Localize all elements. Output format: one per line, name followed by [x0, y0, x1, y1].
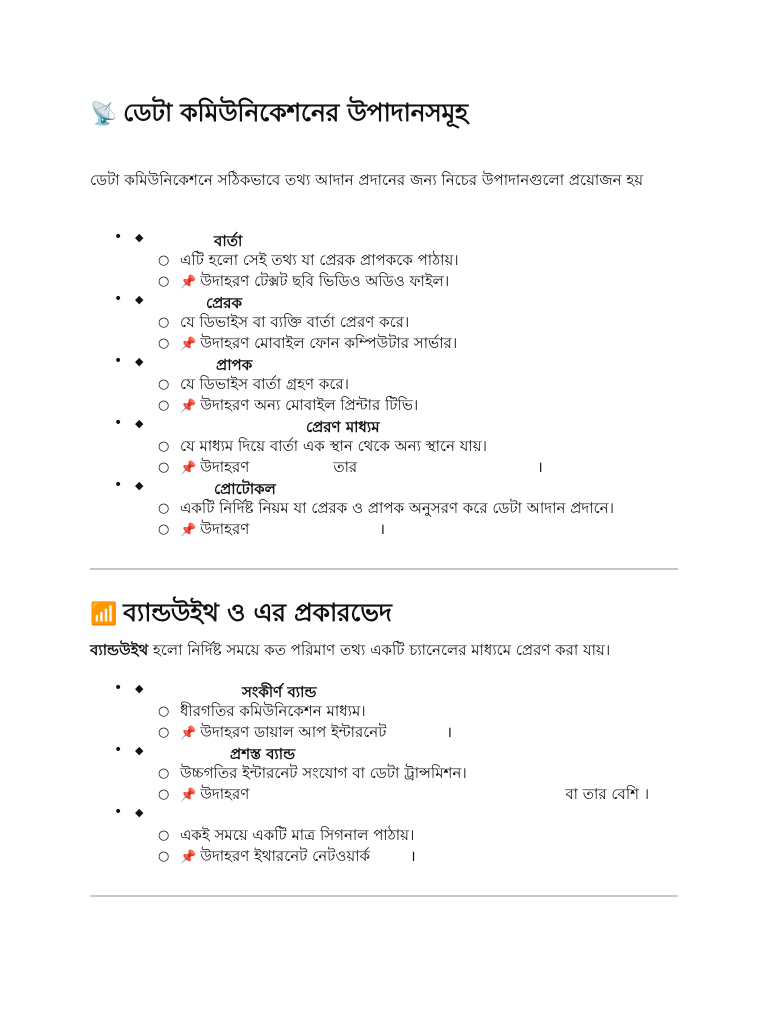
satellite-antenna-icon: 📡 [90, 102, 118, 127]
circle-bullet-icon: ○ [158, 522, 170, 537]
example-text: উদাহরণ ইথারনেট নেটওয়ার্ক [200, 847, 371, 865]
bullet-icon: • [114, 680, 123, 696]
example-text: উদাহরণ [200, 458, 250, 476]
bullet-icon: • [114, 415, 123, 431]
section2-intro [90, 640, 680, 661]
diamond-icon: ◆ [135, 293, 144, 306]
circle-bullet-icon: ○ [158, 460, 170, 475]
circle-bullet-icon: ○ [158, 274, 170, 289]
section1-title: ডেটা কমিউনিকেশনের উপাদানসমূহ [123, 98, 468, 127]
section2-list [90, 681, 690, 867]
bullet-icon: • [114, 742, 123, 758]
example-text: উদাহরণ ডায়াল আপ ইন্টারনেট [200, 723, 387, 741]
list-item [90, 743, 690, 805]
circle-bullet-icon: ○ [158, 725, 170, 740]
term-label: প্রেরক [206, 294, 243, 312]
pushpin-icon: 📌 [180, 399, 197, 414]
list-item [90, 292, 690, 354]
example-end: । [446, 723, 453, 741]
signal-bars-icon: 📶 [90, 602, 118, 627]
circle-bullet-icon: ○ [158, 253, 170, 268]
description-text: এটি হলো সেই তথ্য যা প্রেরক প্রাপককে পাঠায়। [180, 251, 459, 269]
list-item [90, 681, 690, 743]
pushpin-icon: 📌 [180, 788, 197, 803]
circle-bullet-icon: ○ [158, 398, 170, 413]
pushpin-icon: 📌 [180, 726, 197, 741]
example-end: বা তার বেশি । [565, 785, 650, 803]
list-item [90, 805, 690, 867]
term-label: বার্তা [214, 232, 243, 250]
example-text: উদাহরণ অন্য মোবাইল প্রিন্টার টিভি। [200, 396, 419, 414]
circle-bullet-icon: ○ [158, 766, 170, 781]
example-text: উদাহরণ [200, 520, 250, 538]
bullet-icon: • [114, 353, 123, 369]
example-text: উদাহরণ মোবাইল ফোন কম্পিউটার সার্ভার। [200, 334, 458, 352]
circle-bullet-icon: ○ [158, 336, 170, 351]
term-label: সংকীর্ণ ব্যান্ড [242, 683, 317, 701]
pushpin-icon: 📌 [180, 275, 197, 290]
section2-title: ব্যান্ডউইথ ও এর প্রকারভেদ [123, 598, 392, 627]
circle-bullet-icon: ○ [158, 501, 170, 516]
circle-bullet-icon: ○ [158, 439, 170, 454]
example-end: । [537, 458, 543, 476]
bandwidth-definition: হলো নির্দিষ্ট সময়ে কত পরিমাণ তথ্য একটি চ্যানেলের মাধ্যমে প্রেরণ করা যায়। [148, 641, 611, 659]
pushpin-icon: 📌 [180, 523, 197, 538]
term-label: প্রোটোকল [214, 480, 276, 498]
section-divider [90, 895, 678, 897]
circle-bullet-icon: ○ [158, 377, 170, 392]
diamond-icon: ◆ [135, 682, 144, 695]
section1-heading [90, 93, 468, 136]
bullet-icon: • [114, 477, 123, 493]
list-item [90, 354, 690, 416]
diamond-icon: ◆ [135, 231, 144, 244]
description-text: ধীরগতির কমিউনিকেশন মাধ্যম। [180, 702, 366, 720]
description-text: যে ডিভাইস বা ব্যক্তি বার্তা প্রেরণ করে। [180, 313, 410, 331]
bullet-icon: • [114, 229, 123, 245]
list-item [90, 230, 690, 292]
example-end: । [379, 520, 385, 538]
example-text: উদাহরণ [200, 785, 250, 803]
circle-bullet-icon: ○ [158, 849, 170, 864]
example-text: উদাহরণ টেক্সট ছবি ভিডিও অডিও ফাইল। [200, 272, 450, 290]
term-label: প্রেরণ মাধ্যম [306, 418, 380, 436]
diamond-icon: ◆ [135, 417, 144, 430]
description-text: যে মাধ্যম দিয়ে বার্তা এক স্থান থেকে অন্য স্থানে যায়। [180, 437, 487, 455]
diamond-icon: ◆ [135, 479, 144, 492]
bullet-icon: • [114, 291, 123, 307]
description-text: একই সময়ে একটি মাত্র সিগনাল পাঠায়। [180, 826, 415, 844]
term-label: প্রাপক [216, 356, 253, 374]
pushpin-icon: 📌 [180, 850, 197, 865]
term-label: প্রশস্ত ব্যান্ড [230, 745, 296, 763]
circle-bullet-icon: ○ [158, 828, 170, 843]
example-end: । [410, 847, 416, 865]
diamond-icon: ◆ [135, 806, 144, 819]
bandwidth-term: ব্যান্ডউইথ [90, 641, 149, 659]
description-text: যে ডিভাইস বার্তা গ্রহণ করে। [180, 375, 349, 393]
pushpin-icon: 📌 [180, 461, 197, 476]
circle-bullet-icon: ○ [158, 787, 170, 802]
description-text: উচ্চগতির ইন্টারনেট সংযোগ বা ডেটা ট্রান্সমিশন। [180, 764, 467, 782]
bullet-icon: • [114, 804, 123, 820]
section1-intro: ডেটা কমিউনিকেশনে সঠিকভাবে তথ্য আদান প্রদানের জন্য নিচের উপাদানগুলো প্রয়োজন হয় [90, 171, 644, 189]
section2-heading [90, 593, 392, 636]
diamond-icon: ◆ [135, 355, 144, 368]
pushpin-icon: 📌 [180, 337, 197, 352]
circle-bullet-icon: ○ [158, 704, 170, 719]
list-item [90, 416, 690, 478]
diamond-icon: ◆ [135, 744, 144, 757]
list-item [90, 478, 690, 540]
section-divider [90, 568, 678, 570]
circle-bullet-icon: ○ [158, 315, 170, 330]
section1-list [90, 230, 690, 540]
example-medium: তার [333, 458, 358, 476]
description-text: একটি নির্দিষ্ট নিয়ম যা প্রেরক ও প্রাপক অনুসরণ করে ডেটা আদান প্রদানে। [180, 499, 614, 517]
